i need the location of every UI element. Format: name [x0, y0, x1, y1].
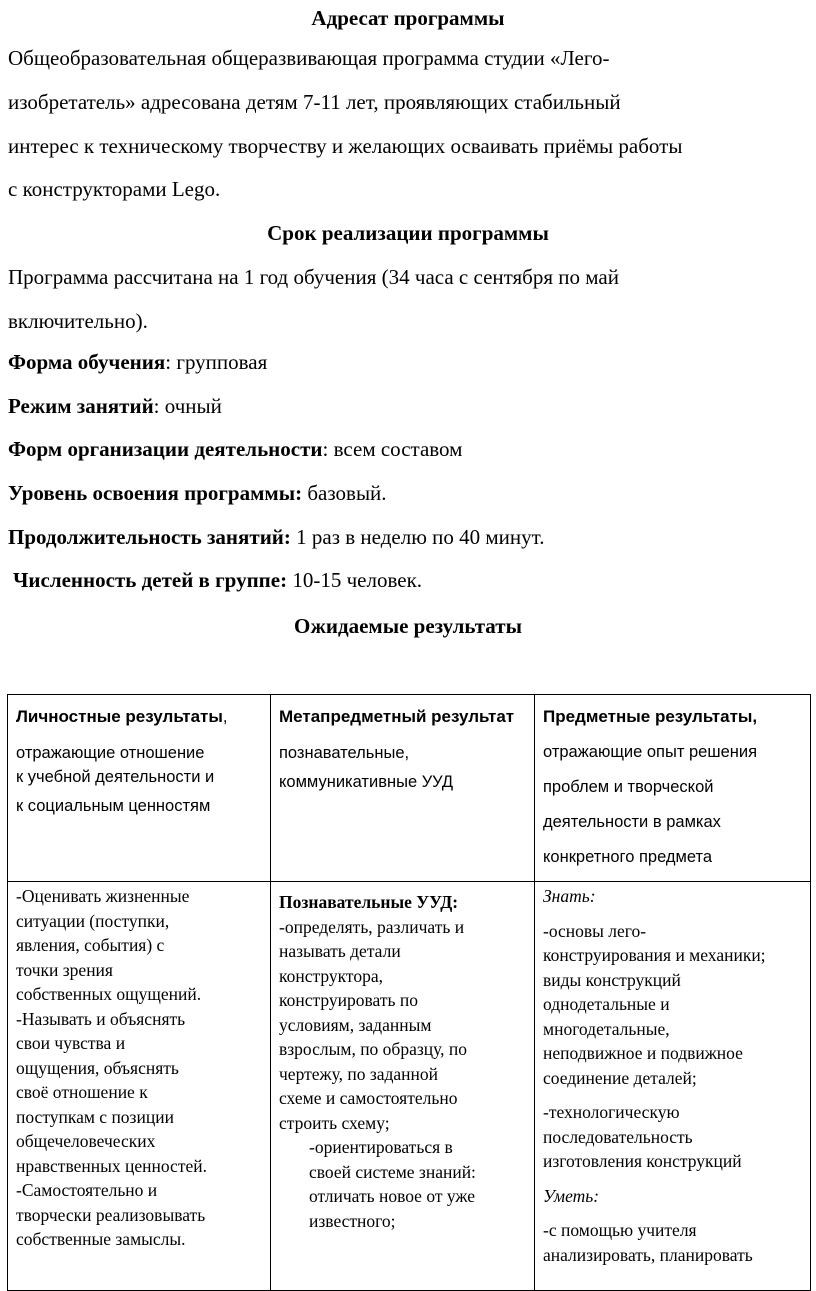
- subject-results: [535, 882, 811, 1291]
- header-meta: [271, 695, 535, 882]
- list-item: собственных ощущений.: [16, 984, 202, 1004]
- header-sub: конкретного предмета: [543, 848, 713, 866]
- meta-results: [271, 882, 535, 1291]
- table-body-row: [8, 882, 811, 1291]
- field-label: Режим занятий: [8, 394, 154, 418]
- list-item: строить схему;: [279, 1112, 390, 1133]
- header-sub: отражающие опыт решения: [543, 743, 758, 761]
- header-personal: [8, 695, 271, 882]
- addressee-line: с конструкторами Lego.: [8, 177, 221, 201]
- meta-body-title: Познавательные УУД:: [279, 892, 459, 912]
- field-sep: :: [153, 394, 165, 418]
- list-item: -Самостоятельно и: [16, 1180, 158, 1200]
- field-label: Продолжительность занятий:: [8, 525, 291, 549]
- table-header-row: [8, 695, 811, 882]
- field-form: [8, 350, 267, 375]
- field-value: базовый.: [307, 481, 387, 505]
- list-item: ситуации (поступки,: [16, 910, 170, 931]
- field-mode: [8, 394, 222, 419]
- term-line: Программа рассчитана на 1 год обучения (34 часа с сентября по май: [8, 265, 619, 289]
- list-item: своё отношение к: [16, 1082, 148, 1102]
- field-label: Уровень освоения программы:: [8, 481, 303, 505]
- list-item: виды конструкций: [543, 969, 681, 990]
- field-value: всем составом: [333, 437, 463, 461]
- header-sub: проблем и творческой: [543, 778, 714, 796]
- field-organization: [8, 437, 462, 462]
- list-item: точки зрения: [16, 959, 113, 980]
- list-item: последовательность: [543, 1126, 693, 1147]
- list-item: чертежу, по заданной: [279, 1063, 439, 1084]
- field-duration: [8, 525, 544, 550]
- list-item: взрослым, по образцу, по: [279, 1039, 467, 1059]
- field-group-size: [13, 568, 422, 593]
- list-item: конструирования и механики;: [543, 945, 766, 965]
- personal-results: [8, 882, 271, 1291]
- list-item: -ориентироваться в: [309, 1137, 453, 1157]
- list-item: -определять, различать и: [279, 916, 465, 937]
- list-item: -Оценивать жизненные: [16, 886, 190, 906]
- field-sep: :: [165, 350, 177, 374]
- heading-addressee: Адресат программы: [311, 6, 505, 30]
- list-item: свои чувства и: [16, 1033, 126, 1053]
- heading-term: Срок реализации программы: [267, 221, 549, 245]
- list-item: ощущения, объяснять: [16, 1057, 179, 1078]
- can-label: Уметь:: [543, 1185, 600, 1206]
- field-value: 10-15 человек.: [292, 568, 423, 592]
- field-value: групповая: [176, 350, 268, 374]
- addressee-line: изобретатель» адресована детям 7-11 лет, проявляющих стабильный: [8, 90, 621, 114]
- list-item: -с помощью учителя: [543, 1220, 697, 1240]
- list-item: -основы лего-: [543, 920, 647, 941]
- list-item: соединение деталей;: [543, 1067, 697, 1088]
- header-sub: познавательные,: [279, 744, 410, 762]
- list-item: схеме и самостоятельно: [279, 1088, 458, 1108]
- list-item: своей системе знаний:: [309, 1161, 476, 1182]
- list-item: поступкам с позиции: [16, 1106, 174, 1127]
- list-item: нравственных ценностей.: [16, 1155, 207, 1176]
- header-sub: отражающие отношение: [16, 744, 205, 762]
- term-line: включительно).: [8, 309, 148, 333]
- list-item: конструировать по: [279, 990, 418, 1010]
- list-item: явления, события) с: [16, 935, 165, 955]
- list-item: называть детали: [279, 941, 401, 961]
- list-item: творчески реализовывать: [16, 1204, 206, 1225]
- field-level: [8, 481, 387, 506]
- field-value: 1 раз в неделю по 40 минут.: [296, 525, 545, 549]
- addressee-line: интерес к техническому творчеству и желающих осваивать приёмы работы: [8, 134, 683, 158]
- field-sep: :: [322, 437, 334, 461]
- field-value: очный: [164, 394, 222, 418]
- field-label: Численность детей в группе:: [13, 568, 288, 592]
- list-item: -Называть и объяснять: [16, 1008, 186, 1029]
- results-table: [7, 694, 811, 1291]
- header-personal-comma: ,: [222, 708, 228, 726]
- list-item: отличать новое от уже: [309, 1186, 476, 1206]
- list-item: анализировать, планировать: [543, 1244, 753, 1265]
- header-subject: [535, 695, 811, 882]
- list-item: известного;: [309, 1210, 396, 1231]
- addressee-line: Общеобразовательная общеразвивающая программа студии «Лего-: [8, 46, 610, 70]
- heading-results: Ожидаемые результаты: [294, 614, 522, 638]
- header-subject-title: Предметные результаты,: [543, 707, 758, 726]
- header-sub: коммуникативные УУД: [279, 773, 454, 791]
- header-personal-title: Личностные результаты: [16, 707, 223, 726]
- field-label: Форма обучения: [8, 350, 166, 374]
- field-label: Форм организации деятельности: [8, 437, 323, 461]
- header-sub: деятельности в рамках: [543, 813, 721, 831]
- list-item: многодетальные,: [543, 1018, 670, 1039]
- list-item: условиям, заданным: [279, 1014, 432, 1035]
- list-item: конструктора,: [279, 965, 383, 986]
- list-item: неподвижное и подвижное: [543, 1043, 743, 1063]
- header-meta-title: Метапредметный результат: [279, 707, 515, 726]
- know-label: Знать:: [543, 886, 596, 906]
- header-sub: к учебной деятельности и: [16, 768, 215, 786]
- header-sub: к социальным ценностям: [16, 797, 211, 815]
- list-item: -технологическую: [543, 1102, 680, 1122]
- list-item: собственные замыслы.: [16, 1229, 186, 1249]
- list-item: общечеловеческих: [16, 1131, 156, 1151]
- list-item: изготовления конструкций: [543, 1151, 742, 1171]
- list-item: однодетальные и: [543, 994, 670, 1014]
